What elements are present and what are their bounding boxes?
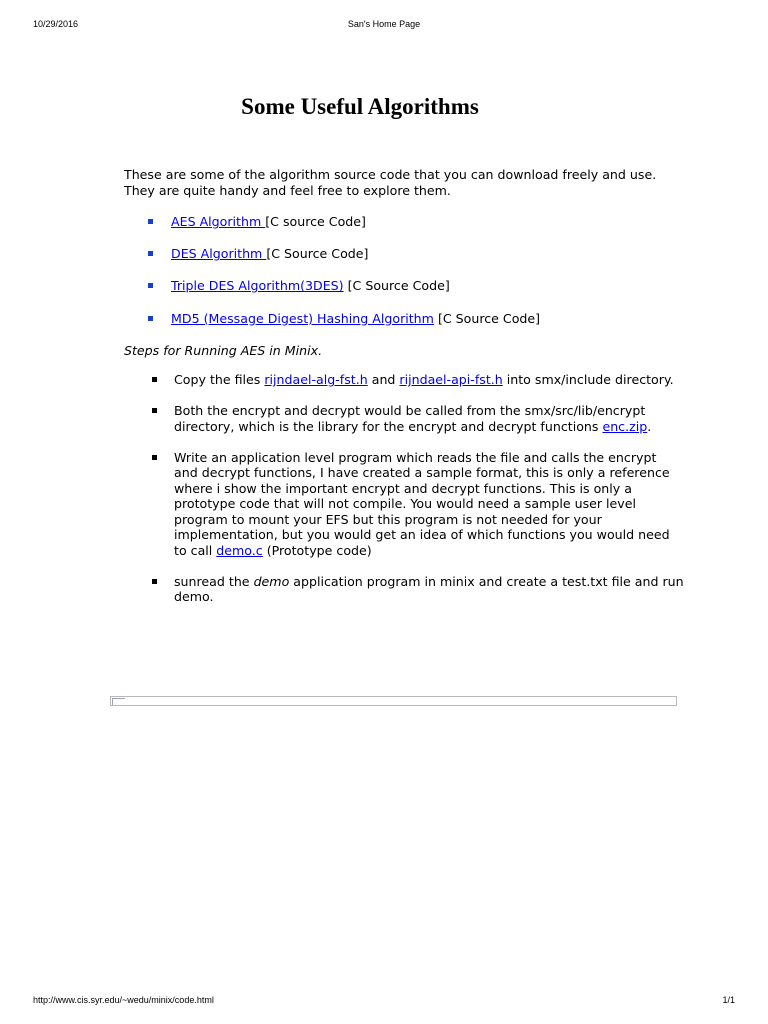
main-content xyxy=(124,167,684,620)
aes-algorithm-link[interactable]: AES Algorithm xyxy=(171,214,266,229)
list-item xyxy=(124,214,684,230)
demo-c-link[interactable]: demo.c xyxy=(216,542,263,558)
bullet-icon xyxy=(148,219,153,224)
list-item xyxy=(124,450,684,559)
list-item xyxy=(124,246,684,262)
step-text: application program in minix and create a test.txt file and run demo. xyxy=(174,573,684,605)
step-text: and xyxy=(367,372,400,388)
step-text: sunread the xyxy=(174,573,254,589)
step-text: Write an application level program which reads the file and calls the encrypt and decrypt functions, I have created a sample format, this is only a reference where i show the important encrypt and decrypt functions. This is only a prototype code that will not compile. You would need a sample user level program to mount your EFS but this program is not needed for your implementation, but you would get an idea of which functions you would need to call xyxy=(174,449,670,558)
rijndael-alg-link[interactable]: rijndael-alg-fst.h xyxy=(264,372,368,388)
steps-list xyxy=(124,372,684,605)
step-text: Copy the files xyxy=(174,372,265,388)
page-title: Some Useful Algorithms xyxy=(241,94,479,119)
print-url: http://www.cis.syr.edu/~wedu/minix/code.html xyxy=(33,995,214,1005)
bullet-icon xyxy=(148,316,153,321)
bullet-icon xyxy=(152,408,157,413)
embedded-frame xyxy=(110,696,677,706)
source-note: [C source Code] xyxy=(265,214,366,229)
print-date: 10/29/2016 xyxy=(33,19,79,29)
bullet-icon xyxy=(152,455,157,460)
source-note: [C Source Code] xyxy=(347,278,450,294)
enc-zip-link[interactable]: enc.zip xyxy=(602,418,648,434)
step-emphasis: demo xyxy=(253,573,290,589)
list-item xyxy=(124,278,684,294)
print-page-title: San's Home Page xyxy=(347,19,421,29)
des-algorithm-link[interactable]: DES Algorithm xyxy=(171,246,267,262)
bullet-icon xyxy=(152,579,157,584)
md5-algorithm-link[interactable]: MD5 (Message Digest) Hashing Algorithm xyxy=(171,310,434,326)
broken-image-icon xyxy=(112,698,125,705)
list-item xyxy=(124,372,684,388)
print-page-number: 1/1 xyxy=(722,995,735,1005)
list-item xyxy=(124,403,684,434)
step-text: into smx/include directory. xyxy=(502,372,674,388)
bullet-icon xyxy=(152,377,157,382)
list-item xyxy=(124,311,684,327)
bullet-icon xyxy=(148,251,153,256)
steps-heading: Steps for Running AES in Minix. xyxy=(124,342,323,358)
step-text: . xyxy=(647,418,652,434)
source-note: [C Source Code] xyxy=(266,246,369,262)
bullet-icon xyxy=(148,283,153,288)
algorithm-list xyxy=(124,214,684,326)
step-text: Both the encrypt and decrypt would be called from the smx/src/lib/encrypt directory, which is the library for the encrypt and decrypt functions xyxy=(174,403,646,434)
intro-paragraph: These are some of the algorithm source code that you can download freely and use. They are quite handy and feel free to explore them. xyxy=(124,167,657,198)
list-item xyxy=(124,574,684,605)
source-note: [C Source Code] xyxy=(437,310,541,326)
triple-des-link[interactable]: Triple DES Algorithm(3DES) xyxy=(171,278,344,294)
rijndael-api-link[interactable]: rijndael-api-fst.h xyxy=(399,372,503,388)
step-text: (Prototype code) xyxy=(262,542,372,558)
